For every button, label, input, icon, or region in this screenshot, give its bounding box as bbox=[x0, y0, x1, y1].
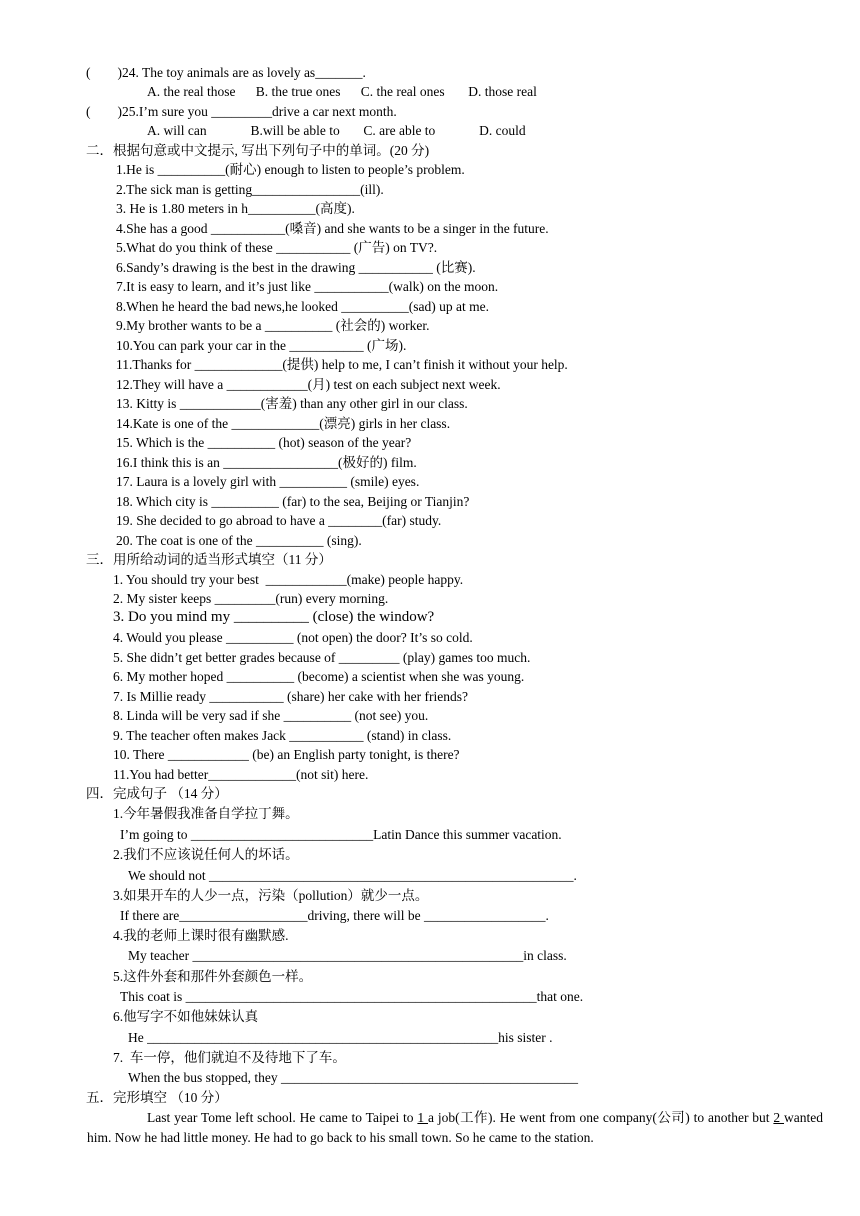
cloze-text: wanted him. Now he had little money. He had to go back to his small town. So he came to the station. bbox=[87, 1110, 823, 1145]
s3-item: 7. Is Millie ready ___________ (share) her cake with her friends? bbox=[113, 689, 469, 704]
question-24: ( )24. The toy animals are as lovely as_______. bbox=[86, 65, 366, 80]
section-2-heading: 二．根据句意或中文提示, 写出下列句子中的单词。(20 分) bbox=[86, 143, 430, 158]
s3-item: 2. My sister keeps _________(run) every morning. bbox=[113, 591, 389, 606]
s2-item: 12.They will have a ____________(月) test on each subject next week. bbox=[116, 377, 501, 392]
s4-answer-line: When the bus stopped, they ____________________________________________ bbox=[128, 1070, 578, 1085]
s2-item: 8.When he heard the bad news,he looked __________(sad) up at me. bbox=[116, 299, 490, 314]
cloze-passage bbox=[87, 1108, 823, 1148]
s4-answer-line: This coat is ____________________________________________________that one. bbox=[120, 989, 584, 1004]
s2-item: 19. She decided to go abroad to have a ________(far) study. bbox=[116, 513, 442, 528]
s2-item: 11.Thanks for _____________(提供) help to me, I can’t finish it without your help. bbox=[116, 357, 568, 372]
cloze-blank-1: 1 bbox=[417, 1110, 429, 1125]
s2-item: 5.What do you think of these ___________ (广告) on TV?. bbox=[116, 240, 438, 255]
s4-answer-line: He ____________________________________________________his sister . bbox=[128, 1030, 553, 1045]
s3-item: 5. She didn’t get better grades because of _________ (play) games too much. bbox=[113, 650, 531, 665]
question-24-options: A. the real those B. the true ones C. the real ones D. those real bbox=[147, 84, 537, 99]
s3-item: 3. Do you mind my __________ (close) the window? bbox=[113, 609, 435, 625]
s3-item: 9. The teacher often makes Jack ___________ (stand) in class. bbox=[113, 728, 452, 743]
s2-item: 14.Kate is one of the _____________(漂亮) girls in her class. bbox=[116, 416, 451, 431]
s2-item: 2.The sick man is getting________________(ill). bbox=[116, 182, 384, 197]
s2-item: 6.Sandy’s drawing is the best in the drawing ___________ (比赛). bbox=[116, 260, 476, 275]
section-3-heading: 三．用所给动词的适当形式填空（11 分） bbox=[86, 552, 332, 567]
cloze-text: Last year Tome left school. He came to Taipei to bbox=[147, 1110, 418, 1125]
s4-prompt: 1.今年暑假我准备自学拉丁舞。 bbox=[113, 806, 299, 821]
s4-answer-line: We should not ______________________________________________________. bbox=[128, 868, 577, 883]
s4-prompt: 3.如果开车的人少一点，污染（pollution）就少一点。 bbox=[113, 888, 429, 903]
s3-item: 8. Linda will be very sad if she __________ (not see) you. bbox=[113, 708, 429, 723]
s2-item: 9.My brother wants to be a __________ (社会的) worker. bbox=[116, 318, 430, 333]
s4-prompt: 4.我的老师上课时很有幽默感. bbox=[113, 928, 289, 943]
cloze-text: a job(工作). He went from one company(公司) to another but bbox=[428, 1110, 774, 1125]
s3-item: 1. You should try your best ____________(make) people happy. bbox=[113, 572, 464, 587]
s2-item: 10.You can park your car in the ___________ (广场). bbox=[116, 338, 407, 353]
s4-prompt: 7. 车一停，他们就迫不及待地下了车。 bbox=[113, 1050, 346, 1065]
s4-prompt: 5.这件外套和那件外套颜色一样。 bbox=[113, 969, 313, 984]
s2-item: 17. Laura is a lovely girl with __________ (smile) eyes. bbox=[116, 474, 420, 489]
s2-item: 13. Kitty is ____________(害羞) than any other girl in our class. bbox=[116, 396, 468, 411]
s2-item: 7.It is easy to learn, and it’s just like ___________(walk) on the moon. bbox=[116, 279, 499, 294]
s4-answer-line: If there are___________________driving, there will be __________________. bbox=[120, 908, 549, 923]
s4-answer-line: I’m going to ___________________________Latin Dance this summer vacation. bbox=[120, 827, 562, 842]
s2-item: 4.She has a good ___________(嗓音) and she wants to be a singer in the future. bbox=[116, 221, 549, 236]
s2-item: 20. The coat is one of the __________ (sing). bbox=[116, 533, 362, 548]
s4-prompt: 2.我们不应该说任何人的坏话。 bbox=[113, 847, 299, 862]
s2-item: 3. He is 1.80 meters in h__________(高度). bbox=[116, 201, 355, 216]
s3-item: 4. Would you please __________ (not open) the door? It’s so cold. bbox=[113, 630, 473, 645]
s2-item: 1.He is __________(耐心) enough to listen to people’s problem. bbox=[116, 162, 465, 177]
s3-item: 10. There ____________ (be) an English party tonight, is there? bbox=[113, 747, 460, 762]
s2-item: 18. Which city is __________ (far) to the sea, Beijing or Tianjin? bbox=[116, 494, 470, 509]
question-25: ( )25.I’m sure you _________drive a car next month. bbox=[86, 104, 397, 119]
cloze-blank-2: 2 bbox=[773, 1110, 785, 1125]
s2-item: 15. Which is the __________ (hot) season of the year? bbox=[116, 435, 412, 450]
s3-item: 6. My mother hoped __________ (become) a scientist when she was young. bbox=[113, 669, 525, 684]
section-5-heading: 五．完形填空 （10 分） bbox=[86, 1090, 228, 1105]
question-25-options: A. will can B.will be able to C. are able to D. could bbox=[147, 123, 526, 138]
s4-answer-line: My teacher _________________________________________________in class. bbox=[128, 948, 567, 963]
s2-item: 16.I think this is an _________________(极好的) film. bbox=[116, 455, 417, 470]
section-4-heading: 四．完成句子 （14 分） bbox=[86, 786, 228, 801]
s3-item: 11.You had better_____________(not sit) here. bbox=[113, 767, 369, 782]
s4-prompt: 6.他写字不如他妹妹认真 bbox=[113, 1009, 259, 1024]
